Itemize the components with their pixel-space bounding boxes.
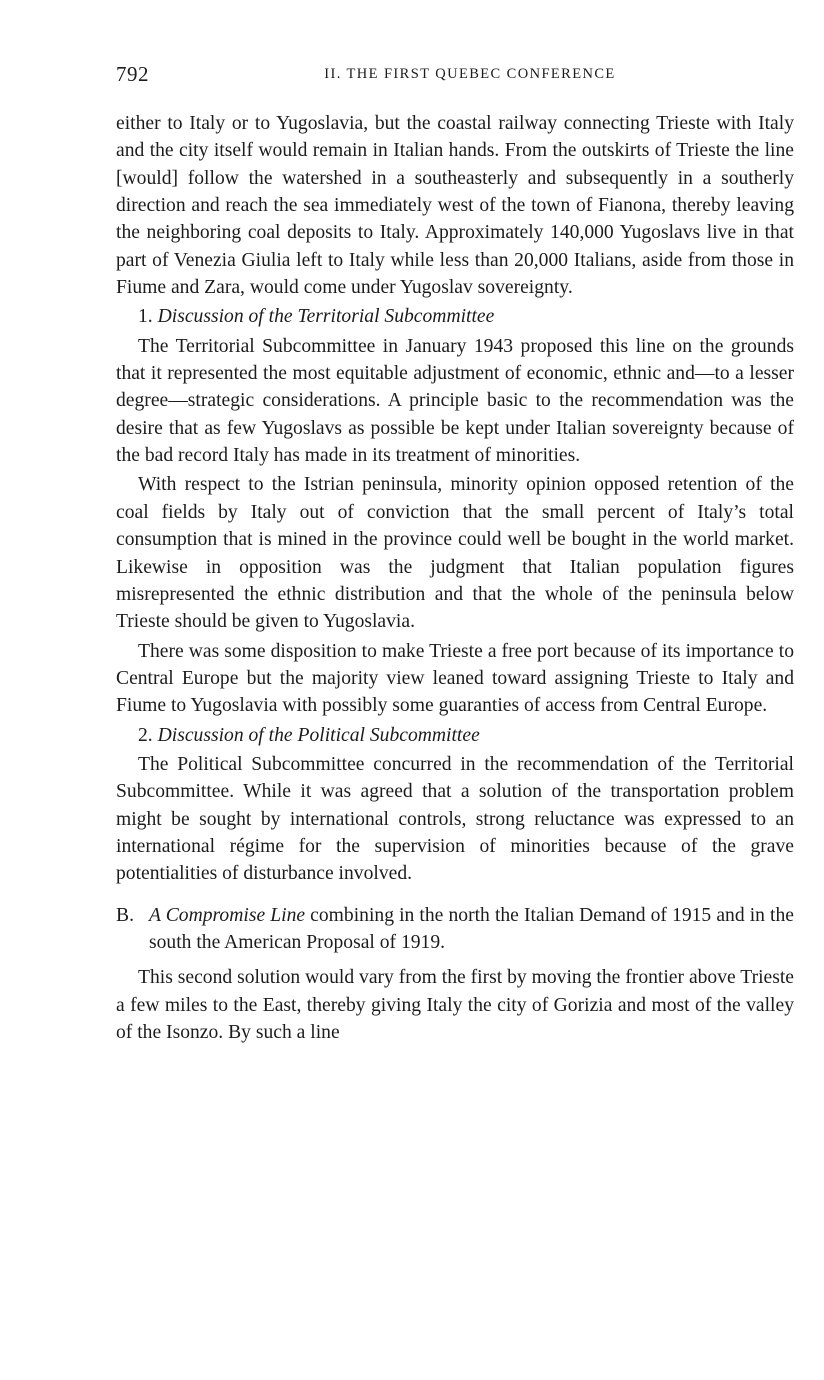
- section-letter: B.: [116, 904, 134, 926]
- running-head: II. THE FIRST QUEBEC CONFERENCE: [324, 66, 616, 82]
- section-b-heading: [116, 902, 794, 957]
- section-b-description: combining in the north the Italian Demand of 1915 and in the south the American Proposal of 1919.: [149, 904, 794, 953]
- subheading-number: 2.: [138, 724, 153, 746]
- subheading-title: Discussion of the Political Subcommittee: [157, 724, 480, 746]
- paragraph-trieste-free-port: There was some disposition to make Trieste a free port because of its importance to Central Europe but the majority view leaned toward assigning Trieste to Italy and Fiume to Yugoslavia with possibly some guaranties of access from Central Europe.: [116, 640, 794, 717]
- subheading-number: 1.: [138, 306, 153, 328]
- subheading-title: Discussion of the Territorial Subcommittee: [157, 306, 495, 328]
- page-header: [116, 62, 794, 96]
- paragraph-second-solution: This second solution would vary from the first by moving the frontier above Trieste a few miles to the East, thereby giving Italy the city of Gorizia and most of the valley of the Isonzo. By such a line: [116, 967, 794, 1043]
- subheading-political: [116, 722, 794, 749]
- page-number: 792: [116, 62, 149, 86]
- paragraph-territorial-proposal: The Territorial Subcommittee in January 1943 proposed this line on the grounds that it represented the most equitable adjustment of economic, ethnic and—to a lesser degree—strategic considerations. A principle basic to the recommendation was the desire that as few Yugoslavs as possible be kept under Italian sovereignty because of the bad record Italy has made in its treatment of minorities.: [116, 335, 794, 467]
- document-page: [116, 62, 794, 1046]
- paragraph-political-subcommittee: The Political Subcommittee concurred in the recommendation of the Territorial Subcommittee. While it was agreed that a solution of the transportation problem might be sought by international controls, strong reluctance was expressed to an international régime for the supervision of minorities because of the grave potentialities of disturbance involved.: [116, 753, 794, 885]
- subheading-territorial: [116, 303, 794, 330]
- paragraph-istrian-peninsula: With respect to the Istrian peninsula, minority opinion opposed retention of the coal fields by Italy out of conviction that the small percent of Italy’s total consumption that is mined in the province could well be bought in the world market. Likewise in opposition was the judgment that Italian population figures misrepresented the ethnic distribution and that the whole of the peninsula below Trieste should be given to Yugoslavia.: [116, 474, 794, 633]
- paragraph-continuation: either to Italy or to Yugoslavia, but the coastal railway connecting Trieste with Italy and the city itself would remain in Italian hands. From the outskirts of Trieste the line [would] follow the watershed in a southeasterly and subsequently in a southerly direction and reach the sea immediately west of the town of Fianona, thereby leaving the neighboring coal deposits to Italy. Approximately 140,000 Yugoslavs live in that part of Venezia Giulia left to Italy while less than 20,000 Italians, aside from those in Fiume and Zara, would come under Yugoslav sovereignty.: [116, 113, 794, 299]
- body-text: [116, 110, 794, 1046]
- section-b-title: A Compromise Line: [149, 904, 306, 926]
